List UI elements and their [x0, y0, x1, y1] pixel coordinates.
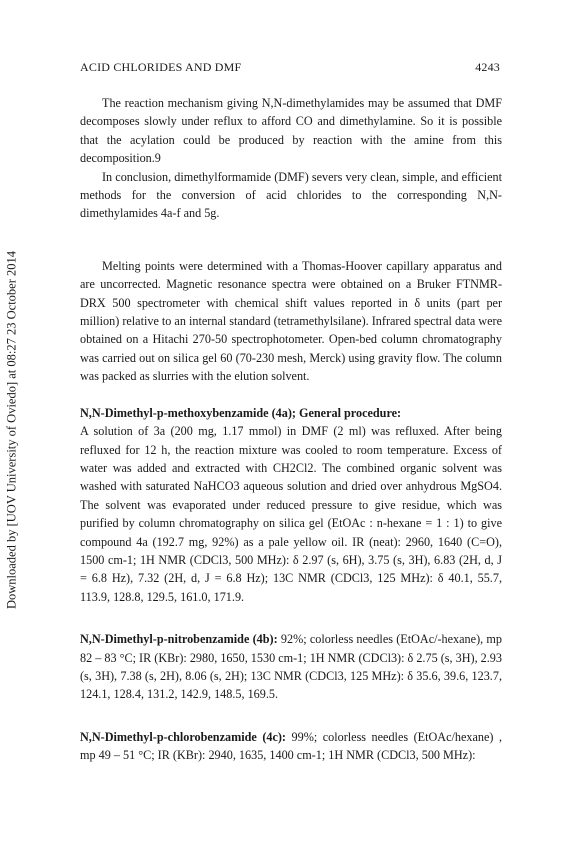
download-watermark — [4, 120, 20, 740]
paragraph-mechanism: The reaction mechanism giving N,N-dimethylamides may be assumed that DMF decomposes slowly under reflux to afford CO and dimethylamine. So it is possible that the acylation could be produced by reaction with the amine from this decomposition.9 — [80, 96, 502, 166]
download-watermark-text: Downloaded by [UOV University of Oviedo] at 08:27 23 October 2014 — [4, 250, 19, 610]
page-number: 4243 — [475, 60, 500, 74]
running-header — [80, 60, 500, 75]
procedure-heading: N,N-Dimethyl-p-methoxybenzamide (4a); General procedure: — [80, 405, 402, 420]
compound-4c-data: 99%; colorless needles (EtOAc/hexane) , mp 49 – 51 °C; IR (KBr): 2940, 1635, 1400 cm-1; 1H NMR (CDCl3, 500 MHz): — [80, 729, 502, 763]
running-title: ACID CHLORIDES AND DMF — [80, 60, 242, 74]
paragraph-procedure: A solution of 3a (200 mg, 1.17 mmol) in DMF (2 ml) was refluxed. After being refluxed for 12 h, the reaction mixture was cooled to room temperature. Excess of water was added and extracted with CH2Cl2. The combined organic solvent was washed with saturated NaHCO3 aqueous solution and dried over anhydrous MgSO4. The solvent was evaporated under reduced pressure to give residue, which was purified by column chromatography on silica gel (EtOAc : n-hexane = 1 : 1) to give compound 4a (192.7 mg, 92%) as a pale yellow oil. IR (neat): 2960, 1640 (C=O), 1500 cm-1; 1H NMR (CDCl3, 500 MHz): δ 2.97 (s, 6H), 3.75 (s, 3H), 6.83 (2H, d, J = 6.8 Hz), 7.32 (2H, d, J = 6.8 Hz); 13C NMR (CDCl3, 125 MHz): δ 40.1, 55.7, 113.9, 128.8, 129.5, 161.0, 171.9. — [80, 424, 502, 604]
paragraph-conclusion: In conclusion, dimethylformamide (DMF) severs very clean, simple, and efficient methods for the conversion of acid chlorides to the corresponding N,N-dimethylamides 4a-f and 5g. — [80, 169, 502, 221]
compound-4c-entry — [80, 728, 502, 765]
compound-4b-data: 92%; colorless needles (EtOAc/-hexane), mp 82 – 83 °C; IR (KBr): 2980, 1650, 1530 cm-1; 1H NMR (CDCl3): δ 2.75 (s, 3H), 2.93 (s, 3H), 7.38 (s, 2H), 8.06 (s, 2H); 13C NMR (CDCl3, 125 MHz): δ 35.6, 39.6, 123.7, 124.1, 128.4, 131.2, 142.9, 148.5, 169.5. — [80, 632, 502, 702]
compound-4b-entry — [80, 630, 502, 704]
paragraph-experimental: Melting points were determined with a Thomas-Hoover capillary apparatus and are uncorrected. Magnetic resonance spectra were obtained on a Bruker FTNMR-DRX 500 spectrometer with chemical shift values reported in δ units (part per million) relative to an internal standard (tetramethylsilane). Infrared spectral data were obtained on a Hitachi 270-50 spectrophotometer. Open-bed column chromatography was carried out on silica gel 60 (70-230 mesh, Merck) using gravity flow. The column was packed as slurries with the elution solvent. — [80, 258, 502, 384]
compound-4b-title: N,N-Dimethyl-p-nitrobenzamide (4b): — [80, 632, 278, 647]
compound-4c-title: N,N-Dimethyl-p-chlorobenzamide (4c): — [80, 729, 286, 744]
article-body — [80, 94, 502, 765]
